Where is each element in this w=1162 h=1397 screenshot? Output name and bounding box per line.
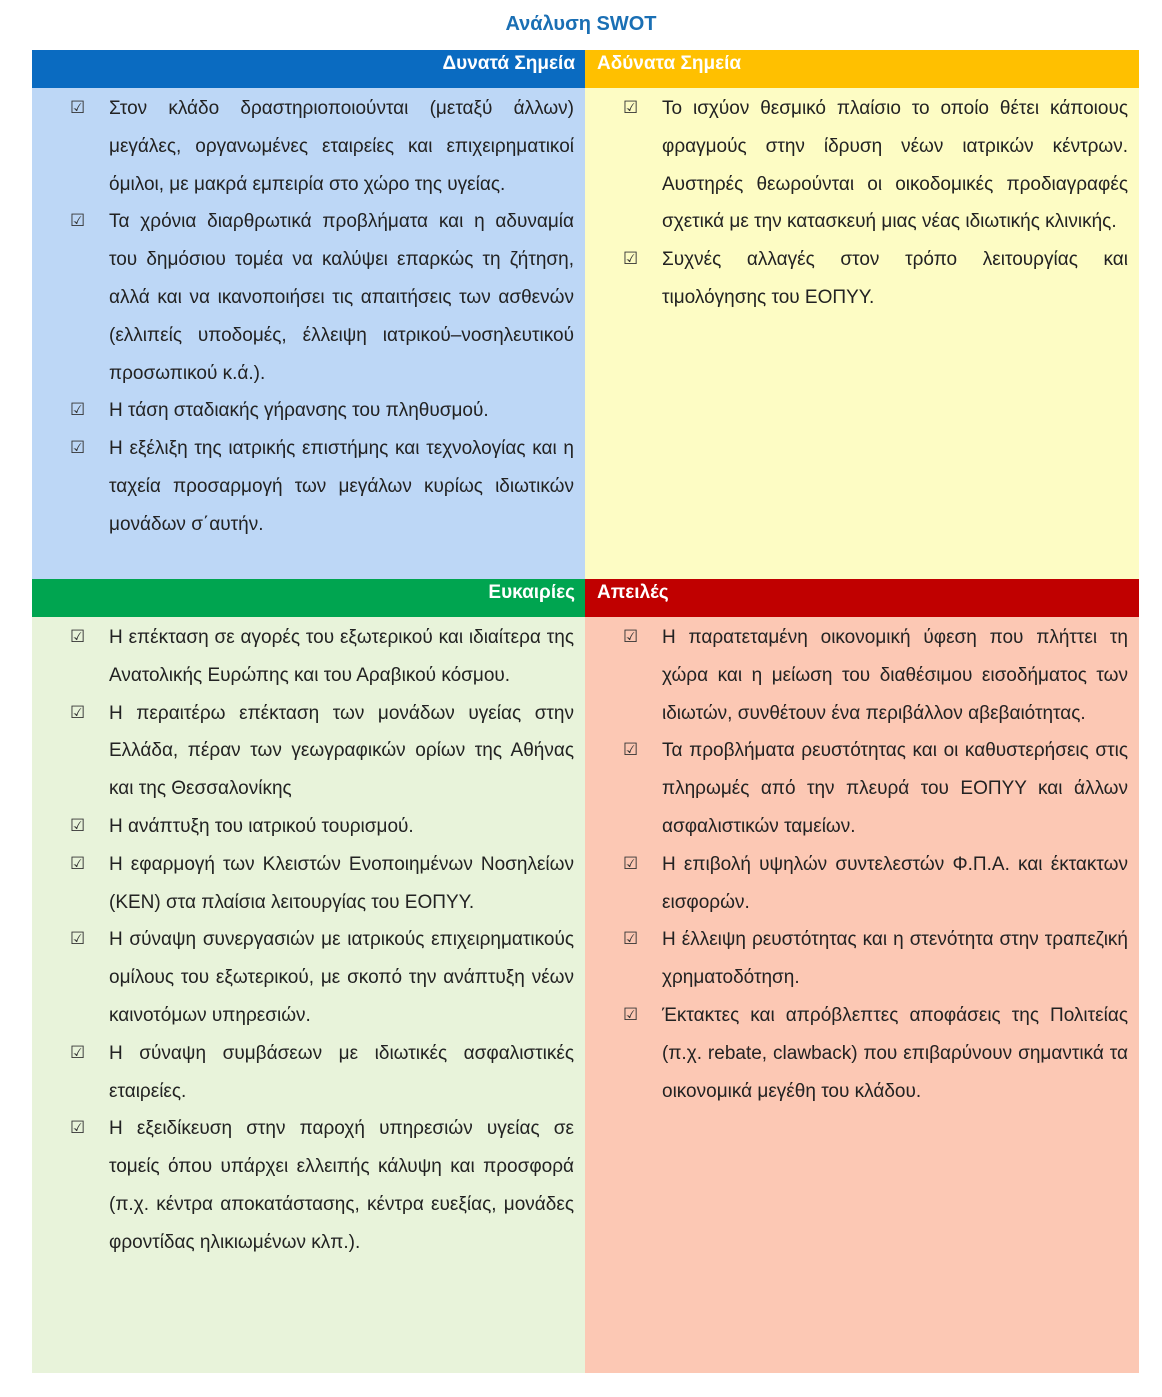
checkbox-checked-icon: ☑ <box>70 438 86 459</box>
list-item <box>585 846 1139 922</box>
weaknesses-list <box>585 90 1139 317</box>
list-item <box>585 921 1139 997</box>
checkbox-checked-icon: ☑ <box>70 627 86 647</box>
opportunities-cell <box>32 617 585 1373</box>
strengths-list <box>32 90 585 544</box>
list-item-text: Η εξέλιξη της ιατρικής επιστήμης και τεχνολογίας και η ταχεία προσαρμογή των μεγάλων κυρίως ιδιωτικών μονάδων σ΄αυτήν. <box>109 438 574 535</box>
list-item <box>32 695 585 808</box>
threats-header: Απειλές <box>585 579 1139 617</box>
list-item <box>32 203 585 392</box>
checkbox-checked-icon: ☑ <box>70 211 86 232</box>
threats-list <box>585 619 1139 1110</box>
list-item-text: Έκτακτες και απρόβλεπτες αποφάσεις της Πολιτείας (π.χ. rebate, clawback) που επιβαρύνουν σημαντικά τα οικονομικά μεγέθη του κλάδου. <box>662 1004 1128 1102</box>
list-item <box>32 392 585 430</box>
checkbox-checked-icon: ☑ <box>70 1042 86 1063</box>
checkbox-checked-icon: ☑ <box>70 929 86 950</box>
list-item <box>585 241 1139 317</box>
weaknesses-header: Αδύνατα Σημεία <box>585 50 1139 88</box>
list-item-text: Η επιβολή υψηλών συντελεστών Φ.Π.Α. και έκτακτων εισφορών. <box>662 853 1128 913</box>
list-item-text: Η έλλειψη ρευστότητας και η στενότητα στην τραπεζική χρηματοδότηση. <box>662 929 1128 989</box>
list-item-text: Στον κλάδο δραστηριοποιούνται (μεταξύ άλλων) μεγάλες, οργανωμένες εταιρείες και επιχειρηματικοί όμιλοι, με μακρά εμπειρία στο χώρο της υγείας. <box>109 98 574 195</box>
list-item <box>32 90 585 203</box>
list-item-text: Η σύναψη συνεργασιών με ιατρικούς επιχειρηματικούς ομίλους του εξωτερικού, με σκοπό την ανάπτυξη νέων καινοτόμων υπηρεσιών. <box>109 929 574 1026</box>
checkbox-checked-icon: ☑ <box>623 98 639 118</box>
list-item <box>585 997 1139 1110</box>
strengths-header: Δυνατά Σημεία <box>32 50 585 88</box>
list-item-text: Το ισχύον θεσμικό πλαίσιο το οποίο θέτει κάποιους φραγμούς στην ίδρυση νέων ιατρικών κέντρων. Αυστηρές θεωρούνται οι οικοδομικές προδιαγραφές σχετικά με την κατασκευή μιας νέας ιδιωτικής κλινικής. <box>662 98 1128 233</box>
list-item <box>32 846 585 922</box>
list-item <box>32 1035 585 1111</box>
list-item <box>32 430 585 543</box>
strengths-cell <box>32 88 585 579</box>
opportunities-list <box>32 619 585 1262</box>
checkbox-checked-icon: ☑ <box>70 98 86 118</box>
list-item <box>585 619 1139 732</box>
checkbox-checked-icon: ☑ <box>623 853 639 874</box>
checkbox-checked-icon: ☑ <box>70 1118 86 1139</box>
list-item-text: Η περαιτέρω επέκταση των μονάδων υγείας στην Ελλάδα, πέραν των γεωγραφικών ορίων της Αθήνας και της Θεσσαλονίκης <box>109 702 574 800</box>
checkbox-checked-icon: ☑ <box>623 740 639 761</box>
list-item <box>32 619 585 695</box>
list-item <box>585 90 1139 241</box>
weaknesses-cell <box>585 88 1139 579</box>
checkbox-checked-icon: ☑ <box>70 702 86 723</box>
list-item-text: Η εφαρμογή των Κλειστών Ενοποιημένων Νοσηλείων (ΚΕΝ) στα πλαίσια λειτουργίας του ΕΟΠΥΥ. <box>109 853 574 913</box>
list-item-text: Η παρατεταμένη οικονομική ύφεση που πλήττει τη χώρα και η μείωση του διαθέσιμου εισοδήματος των ιδιωτών, συνθέτουν ένα περιβάλλον αβεβαιότητας. <box>662 627 1128 724</box>
threats-cell <box>585 617 1139 1373</box>
checkbox-checked-icon: ☑ <box>623 249 639 270</box>
list-item-text: Τα προβλήματα ρευστότητας και οι καθυστερήσεις στις πληρωμές από την πλευρά του ΕΟΠΥΥ και άλλων ασφαλιστικών ταμείων. <box>662 740 1128 837</box>
list-item <box>585 732 1139 845</box>
checkbox-checked-icon: ☑ <box>623 929 639 950</box>
checkbox-checked-icon: ☑ <box>70 853 86 874</box>
list-item-text: Τα χρόνια διαρθρωτικά προβλήματα και η αδυναμία του δημόσιου τομέα να καλύψει επαρκώς τη ζήτηση, αλλά και να ικανοποιήσει τις απαιτήσεις των ασθενών (ελλιπείς υποδομές, έλλειψη ιατρικού–νοσηλευτικού προσωπικού κ.ά.). <box>109 211 574 384</box>
list-item <box>32 1110 585 1261</box>
checkbox-checked-icon: ☑ <box>70 400 86 421</box>
list-item-text: Η εξειδίκευση στην παροχή υπηρεσιών υγείας σε τομείς όπου υπάρχει ελλειπής κάλυψη και προσφορά (π.χ. κέντρα αποκατάστασης, κέντρα ευεξίας, μονάδες φροντίδας ηλικιωμένων κλπ.). <box>109 1118 574 1253</box>
checkbox-checked-icon: ☑ <box>623 627 639 647</box>
list-item-text: Η τάση σταδιακής γήρανσης του πληθυσμού. <box>109 400 489 422</box>
checkbox-checked-icon: ☑ <box>623 1004 639 1025</box>
list-item-text: Η ανάπτυξη του ιατρικού τουρισμού. <box>109 815 414 837</box>
opportunities-header: Ευκαιρίες <box>32 579 585 617</box>
checkbox-checked-icon: ☑ <box>70 815 86 836</box>
page-title: Ανάλυση SWOT <box>505 13 657 35</box>
list-item-text: Η επέκταση σε αγορές του εξωτερικού και ιδιαίτερα της Ανατολικής Ευρώπης και του Αραβικού κόσμου. <box>109 627 574 686</box>
list-item-text: Η σύναψη συμβάσεων με ιδιωτικές ασφαλιστικές εταιρείες. <box>109 1042 574 1102</box>
swot-table <box>32 50 1139 1373</box>
list-item <box>32 921 585 1034</box>
list-item <box>32 808 585 846</box>
list-item-text: Συχνές αλλαγές στον τρόπο λειτουργίας και τιμολόγησης του ΕΟΠΥΥ. <box>662 249 1128 308</box>
